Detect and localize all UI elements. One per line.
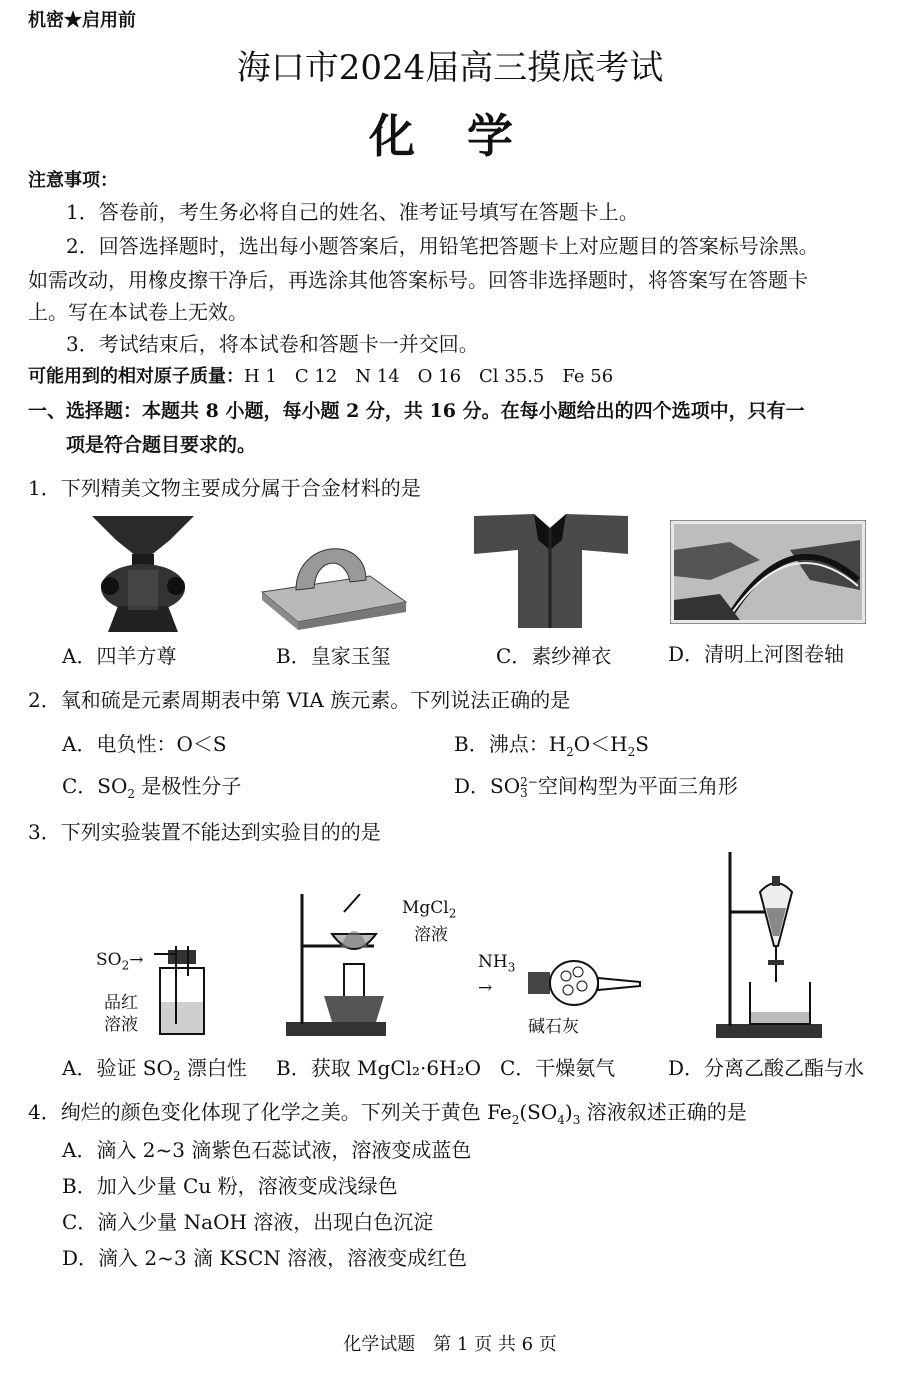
q2-option-d-text: 空间构型为平面三角形 [537, 774, 738, 798]
q4-option-a[interactable]: A．滴入 2~3 滴紫色石蕊试液，溶液变成蓝色 [62, 1138, 472, 1162]
subscript: 4 [557, 1113, 565, 1127]
exam-title: 海口市2024届高三摸底考试 [236, 48, 664, 88]
q4-option-d[interactable]: D．滴入 2~3 滴 KSCN 溶液，溶液变成红色 [62, 1246, 468, 1270]
q4-stem-text: (SO [519, 1100, 558, 1124]
q4-stem-text: 溶液叙述正确的是 [580, 1100, 747, 1124]
notice-item-2-line-2: 如需改动，用橡皮擦干净后，再选涂其他答案标号。回答非选择题时，将答案写在答题卡 [28, 268, 808, 292]
q1-option-b[interactable]: B．皇家玉玺 [276, 644, 391, 668]
notice-item-2-line-3: 上。写在本试卷上无效。 [28, 300, 248, 324]
q3-option-a-text: 漂白性 [180, 1056, 247, 1080]
nh3-inlet-label [478, 952, 515, 974]
q2-option-d[interactable] [454, 770, 738, 799]
q1-option-c[interactable]: C．素纱禅衣 [496, 644, 612, 668]
drying-tube-apparatus [520, 958, 642, 1008]
atomic-masses [28, 362, 613, 388]
nh3-text: NH [478, 952, 508, 972]
subscript: 3 [507, 960, 516, 975]
q1-option-a[interactable]: A．四羊方尊 [62, 644, 177, 668]
q2-option-c-text: C．SO [62, 774, 128, 798]
washing-bottle-apparatus [150, 946, 212, 1040]
subscript: 3 [520, 785, 528, 800]
q3-stem: 3．下列实验装置不能达到实验目的的是 [28, 820, 381, 844]
q4-stem-text: ) [564, 1100, 573, 1124]
subscript: 2 [127, 787, 136, 801]
q3-option-a[interactable] [62, 1052, 247, 1083]
q2-option-b-text: S [635, 732, 649, 756]
soda-lime-label: 碱石灰 [528, 1017, 579, 1037]
q4-option-c[interactable]: C．滴入少量 NaOH 溶液，出现白色沉淀 [62, 1210, 434, 1234]
q2-stem: 2．氧和硫是元素周期表中第 VIA 族元素。下列说法正确的是 [28, 688, 571, 712]
subscript: 3 [572, 1113, 581, 1127]
q2-option-b-text: O＜H [573, 732, 628, 756]
separatory-funnel-apparatus [716, 852, 826, 1038]
pinhong-label: 品红 [104, 993, 138, 1013]
rongye-label: 溶液 [104, 1015, 138, 1035]
subscript: 2 [121, 958, 130, 973]
q2-option-c[interactable] [62, 770, 241, 801]
jade-seal-image [258, 530, 408, 630]
q2-option-b-text: B．沸点：H [454, 732, 567, 756]
q2-option-b[interactable] [454, 728, 649, 759]
q1-stem: 1．下列精美文物主要成分属于合金材料的是 [28, 476, 421, 500]
subscript: 2 [511, 1113, 520, 1127]
subscript: 2 [172, 1069, 181, 1083]
q3-option-c[interactable]: C．干燥氨气 [500, 1056, 616, 1080]
q3-option-b[interactable]: B．获取 MgCl₂·6H₂O [276, 1056, 481, 1080]
subject-title: 化 学 [368, 109, 531, 163]
mgcl2-solution-label: 溶液 [414, 925, 448, 945]
q2-option-d-text: D．SO [454, 774, 521, 798]
atomic-masses-values: H 1 C 12 N 14 O 16 Cl 35.5 Fe 56 [244, 366, 614, 387]
notice-item-2-line-1: 2．回答选择题时，选出每小题答案后，用铅笔把答题卡上对应题目的答案标号涂黑。 [66, 234, 819, 258]
confidential-mark: 机密★启用前 [28, 10, 136, 31]
painting-scroll-image [670, 520, 866, 624]
q1-option-d[interactable]: D．清明上河图卷轴 [668, 642, 845, 666]
silk-robe-image [470, 510, 632, 630]
zun-vessel-image [88, 510, 198, 635]
q3-option-a-text: A．验证 SO [62, 1056, 173, 1080]
q2-option-a[interactable]: A．电负性：O＜S [62, 732, 227, 756]
q4-stem-text: 4．绚烂的颜色变化体现了化学之美。下列关于黄色 Fe [28, 1100, 512, 1124]
evaporation-apparatus [284, 894, 394, 1038]
notice-item-3: 3．考试结束后，将本试卷和答题卡一并交回。 [66, 332, 479, 356]
section-1-line-2: 项是符合题目要求的。 [66, 434, 257, 456]
so2-text: SO [96, 950, 122, 970]
q4-option-b[interactable]: B．加入少量 Cu 粉，溶液变成浅绿色 [62, 1174, 398, 1198]
section-1-line-1: 一、选择题：本题共 8 小题，每小题 2 分，共 16 分。在每小题给出的四个选项中，只有一 [28, 400, 805, 422]
mgcl2-text: MgCl [402, 898, 449, 918]
subscript: 2 [627, 745, 636, 759]
arrow-icon: → [478, 978, 493, 998]
notice-item-1: 1．答卷前，考生务必将自己的姓名、准考证号填写在答题卡上。 [66, 200, 639, 224]
notice-heading: 注意事项： [28, 170, 118, 191]
q2-option-c-text: 是极性分子 [135, 774, 242, 798]
q4-stem [28, 1096, 747, 1127]
q3-option-d[interactable]: D．分离乙酸乙酯与水 [668, 1056, 865, 1080]
atomic-masses-label: 可能用到的相对原子质量： [28, 366, 244, 387]
subscript: 2 [566, 745, 574, 759]
so2-inlet-label: $SO_2\to$ [96, 950, 144, 973]
subscript: 2 [448, 906, 457, 921]
mgcl2-label [402, 898, 456, 920]
superscript: 2− [520, 774, 538, 789]
page-footer: 化学试题 第 1 页 共 6 页 [343, 1334, 557, 1355]
